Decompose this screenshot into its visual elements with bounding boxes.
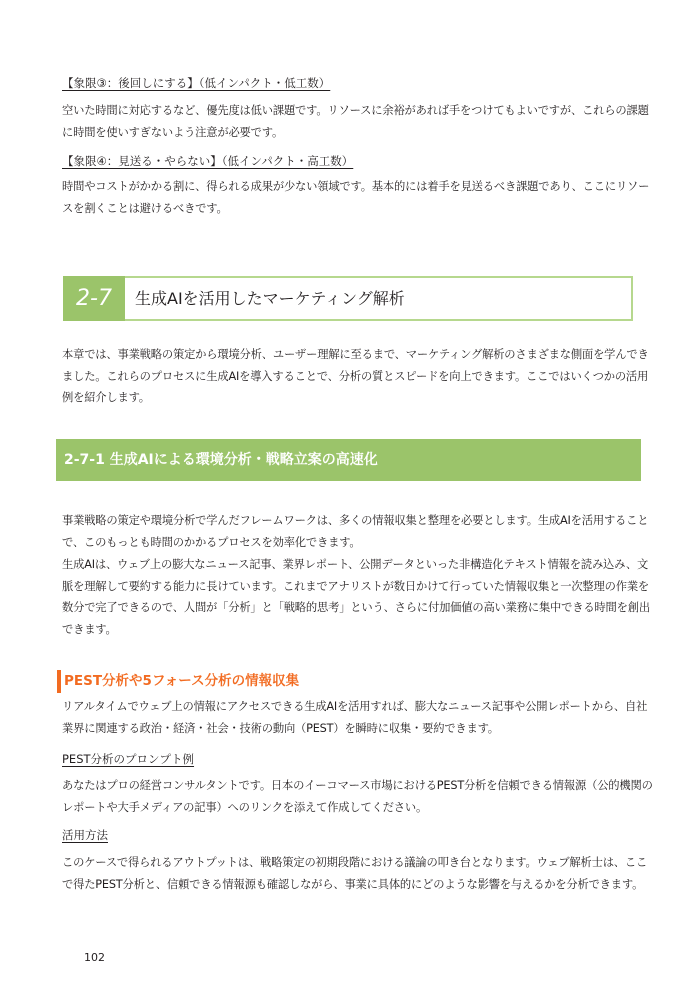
text-line: 数分で完了できるので、人間が「分析」と「戦略的思考」という、さらに付加価値の高い業務に集中できる時間を創出 xyxy=(62,601,650,614)
text-line: レポートや大手メディアの記事）へのリンクを添えて作成してください。 xyxy=(62,800,428,814)
subsection-paragraph-2 xyxy=(62,554,650,640)
subsection-header xyxy=(56,439,641,481)
text-line: ました。これらのプロセスに生成AIを導入することで、分析の質とスピードを向上できます。ここではいくつかの活用 xyxy=(62,369,649,383)
subsection-title: 2-7-1 生成AIによる環境分析・戦略立案の高速化 xyxy=(64,452,378,468)
subsection-paragraph-1 xyxy=(62,510,649,553)
topic-accent-bar xyxy=(57,670,61,693)
page-number: 102 xyxy=(84,951,105,964)
text-line: 空いた時間に対応するなど、優先度は低い課題です。リソースに余裕があれば手をつけてもよいですが、これらの課題 xyxy=(62,104,649,117)
text-line: で得たPEST分析と、信頼できる情報源も確認しながら、事業に具体的にどのような影響を与えるかを分析できます。 xyxy=(62,877,644,891)
text-line: 時間やコストがかかる割に、得られる成果が少ない領域です。基本的には着手を見送るべき課題であり、ここにリソー xyxy=(62,180,650,193)
usage-paragraph xyxy=(62,852,648,895)
section-number: 2-7 xyxy=(63,276,125,321)
section-intro xyxy=(62,344,649,409)
quadrant3-heading: 【象限③：後回しにする】（低インパクト・低工数） xyxy=(62,76,331,90)
text-line: 生成AIは、ウェブ上の膨大なニュース記事、業界レポート、公開データといった非構造化テキスト情報を読み込み、文 xyxy=(62,558,649,571)
section-title: 生成AIを活用したマーケティング解析 xyxy=(135,289,405,308)
text-line: 本章では、事業戦略の策定から環境分析、ユーザー理解に至るまで、マーケティング解析のさまざまな側面を学んでき xyxy=(62,348,649,361)
quadrant4-paragraph xyxy=(62,176,650,219)
usage-heading: 活用方法 xyxy=(62,828,108,842)
text-line: 事業戦略の策定や環境分析で学んだフレームワークは、多くの情報収集と整理を必要とします。生成AIを活用すること xyxy=(62,514,649,527)
text-line: に時間を使いすぎないよう注意が必要です。 xyxy=(62,125,284,139)
topic-paragraph xyxy=(62,696,648,739)
quadrant4-heading: 【象限④：見送る・やらない】（低インパクト・高工数） xyxy=(62,154,354,168)
text-line: あなたはプロの経営コンサルタントです。日本のイーコマース市場におけるPEST分析を信頼できる情報源（公的機関の xyxy=(62,779,653,792)
text-line: このケースで得られるアウトプットは、戦略策定の初期段階における議論の叩き台となります。ウェブ解析士は、ここ xyxy=(62,856,648,869)
text-line: 脈を理解して要約する能力に長けています。これまでアナリストが数日かけて行っていた情報収集と一次整理の作業を xyxy=(62,579,650,593)
text-line: 業界に関連する政治・経済・社会・技術の動向（PEST）を瞬時に収集・要約できます。 xyxy=(62,721,499,735)
section-header xyxy=(63,276,633,321)
text-line: リアルタイムでウェブ上の情報にアクセスできる生成AIを活用すれば、膨大なニュース記事や公開レポートから、自社 xyxy=(62,700,648,713)
prompt-example-paragraph xyxy=(62,775,653,818)
text-line: で、このもっとも時間のかかるプロセスを効率化できます。 xyxy=(62,535,361,549)
text-line: 例を紹介します。 xyxy=(62,391,150,404)
text-line: スを割くことは避けるべきです。 xyxy=(62,201,228,215)
quadrant3-paragraph xyxy=(62,100,649,143)
topic-title: PEST分析や5フォース分析の情報収集 xyxy=(64,673,300,689)
prompt-example-heading: PEST分析のプロンプト例 xyxy=(62,752,195,766)
text-line: できます。 xyxy=(62,622,117,636)
